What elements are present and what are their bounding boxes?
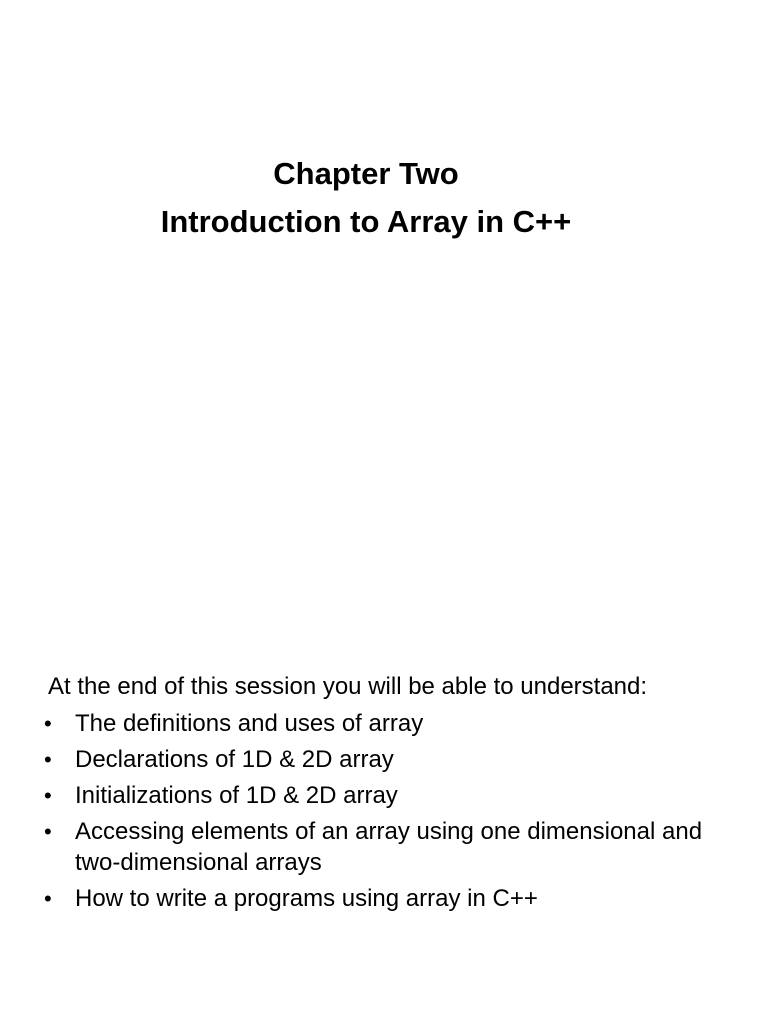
list-item-text: Initializations of 1D & 2D array (75, 782, 398, 809)
list-item-text: Declarations of 1D & 2D array (75, 746, 394, 773)
chapter-number-title: Chapter Two (273, 156, 459, 191)
list-item (44, 744, 738, 775)
bullet-icon: • (44, 747, 52, 772)
list-item (44, 816, 738, 878)
list-item-text: How to write a programs using array in C++ (75, 885, 538, 912)
list-item (44, 883, 738, 914)
list-item-text: The definitions and uses of array (75, 710, 424, 737)
chapter-topic-title: Introduction to Array in C++ (160, 204, 572, 239)
list-item (44, 708, 738, 739)
list-item-text: Accessing elements of an array using one dimensional and two-dimensional arrays (75, 818, 703, 876)
list-item (44, 780, 738, 811)
bullet-icon: • (44, 819, 52, 844)
bullet-icon: • (44, 783, 52, 808)
chapter-title-block (0, 150, 768, 246)
bullet-icon: • (44, 886, 52, 911)
objectives-intro: At the end of this session you will be able to understand: (48, 673, 648, 700)
objectives-list (44, 708, 738, 914)
bullet-icon: • (44, 711, 52, 736)
learning-objectives (44, 670, 738, 919)
